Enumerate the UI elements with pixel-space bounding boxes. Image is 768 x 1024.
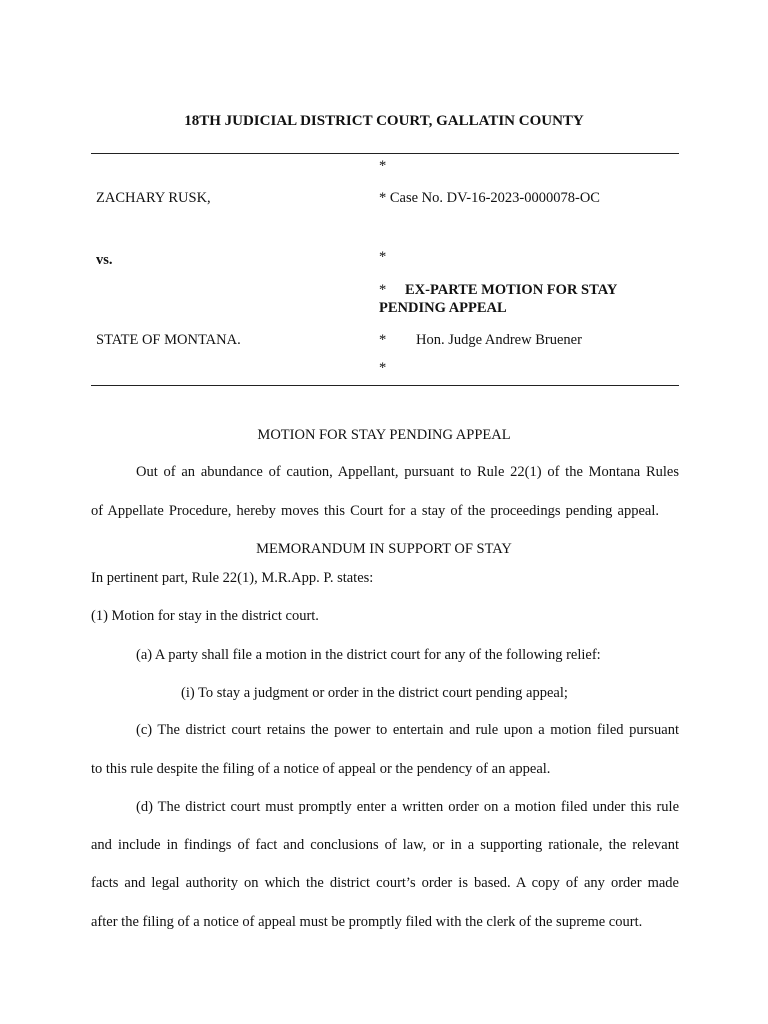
rule-intro: In pertinent part, Rule 22(1), M.R.App. P. states: <box>91 570 374 586</box>
rule-item-a: (a) A party shall file a motion in the district court for any of the following relief: <box>136 647 601 663</box>
intro-line-1: Out of an abundance of caution, Appellant, pursuant to Rule 22(1) of the Montana Rules <box>136 464 679 480</box>
rule-item-d-line-1: (d) The district court must promptly enter a written order on a motion filed under this rule <box>136 799 679 815</box>
caption-asterisk-2: * <box>379 249 387 265</box>
caption-asterisk-1: * <box>379 158 387 174</box>
rule-item-1: (1) Motion for stay in the district court. <box>91 608 319 624</box>
caption-asterisk-5: * <box>379 360 387 376</box>
versus-label: vs. <box>96 252 113 268</box>
memorandum-heading: MEMORANDUM IN SUPPORT OF STAY <box>256 541 512 557</box>
caption-top-rule <box>91 153 679 154</box>
rule-item-d-line-4: after the filing of a notice of appeal must be promptly filed with the clerk of the supreme court. <box>91 914 643 930</box>
motion-title-line1: EX-PARTE MOTION FOR STAY <box>405 282 618 298</box>
court-title: 18TH JUDICIAL DISTRICT COURT, GALLATIN COUNTY <box>184 113 584 129</box>
plaintiff-name: ZACHARY RUSK, <box>96 190 211 206</box>
judge-name: Hon. Judge Andrew Bruener <box>416 332 582 348</box>
rule-item-c-line-1: (c) The district court retains the power to entertain and rule upon a motion filed pursuant <box>136 722 679 738</box>
motion-heading: MOTION FOR STAY PENDING APPEAL <box>257 427 511 443</box>
caption-asterisk-4: * <box>379 332 387 348</box>
intro-line-2: of Appellate Procedure, hereby moves this Court for a stay of the proceedings pending appeal. <box>91 503 659 519</box>
motion-title-line2: PENDING APPEAL <box>379 300 507 316</box>
defendant-name: STATE OF MONTANA. <box>96 332 241 348</box>
case-number: * Case No. DV-16-2023-0000078-OC <box>379 190 600 206</box>
caption-bottom-rule <box>91 385 679 386</box>
rule-item-i: (i) To stay a judgment or order in the district court pending appeal; <box>181 685 568 701</box>
rule-item-d-line-2: and include in findings of fact and conclusions of law, or in a supporting rationale, the relevant <box>91 837 679 853</box>
caption-asterisk-3: * <box>379 282 387 298</box>
rule-item-c-line-2: to this rule despite the filing of a notice of appeal or the pendency of an appeal. <box>91 761 551 777</box>
rule-item-d-line-3: facts and legal authority on which the district court’s order is based. A copy of any order made <box>91 875 679 891</box>
